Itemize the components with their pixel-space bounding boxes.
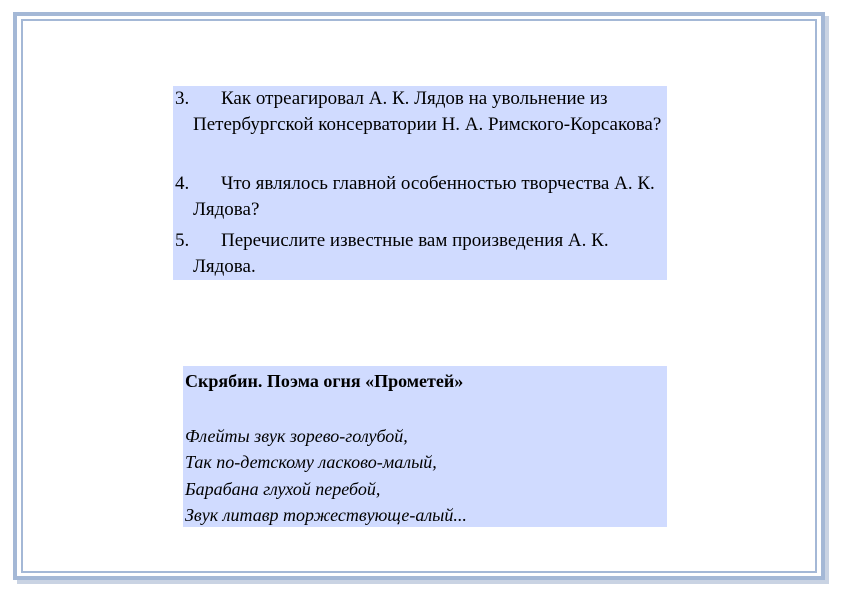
- question-number: 4.: [175, 173, 190, 194]
- question-text: Что являлось главной особенностью творчества А. К. Лядова?: [193, 173, 655, 220]
- questions-block: [173, 86, 667, 280]
- poem-line: Звук литавр торжествующе-алый...: [185, 505, 467, 525]
- poem-line: Барабана глухой перебой,: [185, 479, 381, 499]
- question-number: 3.: [175, 88, 190, 109]
- poem-line: Так по-детскому ласково-малый,: [185, 452, 437, 472]
- frame-shadow-right: [825, 16, 829, 584]
- poem-block: [183, 366, 667, 527]
- poem-line: Флейты звук зорево-голубой,: [185, 426, 408, 446]
- question-item: [173, 228, 667, 280]
- question-item: [173, 171, 667, 223]
- question-text: Как отреагировал А. К. Лядов на увольнение из Петербургской консерватории Н. А. Римского-Корсакова?: [193, 88, 662, 135]
- frame-shadow-bottom: [17, 580, 829, 584]
- question-item: [173, 86, 667, 138]
- question-text: Перечислите известные вам произведения А. К. Лядова.: [193, 230, 609, 277]
- question-number: 5.: [175, 230, 190, 251]
- poem-title: Скрябин. Поэма огня «Прометей»: [185, 371, 464, 391]
